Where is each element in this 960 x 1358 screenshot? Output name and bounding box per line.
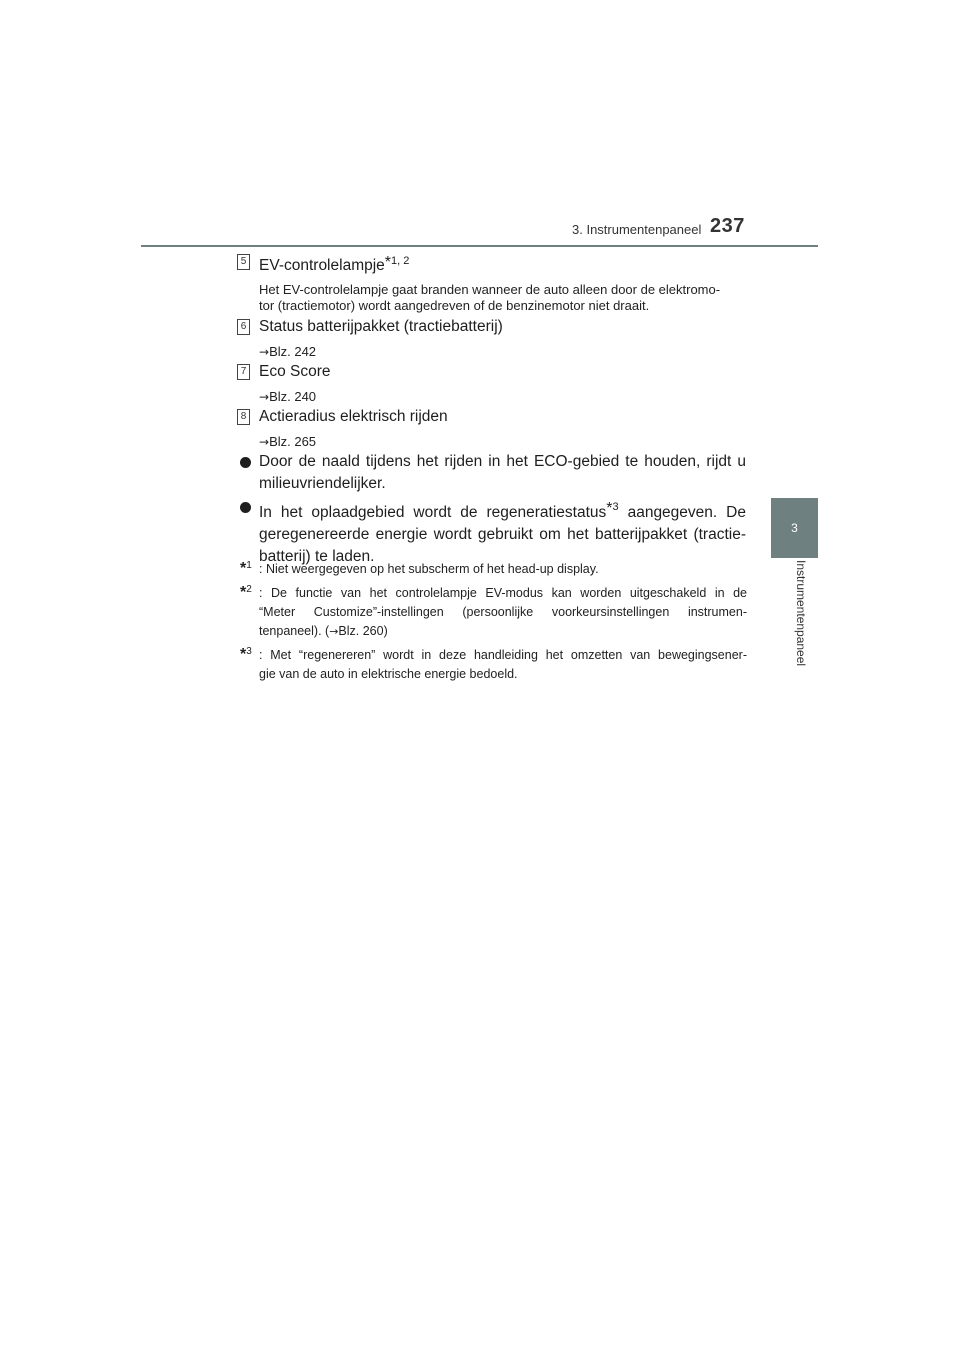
footnote-line: “Meter Customize”-instellingen (persoonlijke voorkeursinstellingen instrumen- [259,605,747,619]
footnote-text [259,584,747,641]
arrow-right-icon: → [259,390,270,404]
item-title-ev-lamp [259,254,409,275]
header-rule [141,245,818,247]
bullet-dot-icon [240,502,251,513]
page-reference [259,344,316,359]
footnote-line [259,622,747,641]
item-title-eco-score: Eco Score [259,363,331,380]
desc-line: Het EV-controlelampje gaat branden wanneer de auto alleen door de elektromo- [259,282,721,297]
bullet-text [259,451,746,495]
reference-text: Blz. 265 [269,434,317,449]
item-number-6: 6 [237,319,250,335]
page-reference [259,434,316,449]
chapter-title: 3. Instrumentenpaneel [572,222,702,237]
bullet-line: Door de naald tijdens het rijden in het ECO-gebied te houden, rijdt u [259,453,746,470]
footnote-ref: 1, 2 [391,255,410,267]
footnote-text [259,646,747,684]
bullet-line: geregenereerde energie wordt gebruikt om het batterijpakket (tractie- [259,526,746,543]
footnote-number: 2 [246,584,252,595]
footnote-line-text: tenpaneel). ( [259,624,330,638]
item-title-battery-status: Status batterijpakket (tractiebatterij) [259,318,503,335]
footnote-star-icon: * [606,500,613,517]
bullet-line-text: aangegeven. De [618,504,746,521]
footnote-line: : Met “regenereren” wordt in deze handleiding het omzetten van bewegingsener- [259,648,747,662]
footnote-line-text: ) [383,624,388,638]
page-number: 237 [710,215,745,237]
bullet-dot-icon [240,457,251,468]
footnote-mark [240,556,252,578]
item-number-5: 5 [237,254,250,270]
footnote-line: : De functie van het controlelampje EV-modus kan worden uitgeschakeld in de [259,586,747,600]
page-header [0,0,960,250]
footnote-text: : Niet weergegeven op het subscherm of het head-up display. [259,562,599,576]
footnote-star-icon: * [240,646,247,663]
chapter-tab-label: Instrumentenpaneel [794,560,808,667]
bullet-line [259,496,746,524]
page-reference [259,389,316,404]
chapter-tab: 3 [771,498,818,558]
arrow-right-icon: → [259,435,270,449]
arrow-right-icon: → [329,625,339,638]
item-number-7: 7 [237,364,250,380]
item-title-text: EV-controlelampje [259,257,385,274]
reference-text: Blz. 242 [269,344,317,359]
footnote-number: 3 [246,646,252,657]
bullet-line: milieuvriendelijker. [259,475,386,492]
arrow-right-icon: → [259,345,270,359]
bullet-text [259,496,746,568]
footnote-star-icon: * [240,560,247,577]
item-title-ev-range: Actieradius elektrisch rijden [259,408,448,425]
desc-line: tor (tractiemotor) wordt aangedreven of de benzinemotor niet draait. [259,298,650,313]
footnote-mark [240,580,252,602]
footnote-ref: 3 [612,501,619,513]
footnote-mark [240,642,252,664]
bullet-line: batterij) te laden. [259,548,375,565]
bullet-line-text: In het oplaadgebied wordt de regeneratiestatus [259,504,607,521]
item-description [259,282,745,314]
footnote-number: 1 [246,560,252,571]
footnote-star-icon: * [384,254,392,271]
reference-text: Blz. 260 [338,624,384,638]
reference-text: Blz. 240 [269,389,317,404]
item-number-8: 8 [237,409,250,425]
footnote-line: gie van de auto in elektrische energie bedoeld. [259,667,518,681]
footnote-star-icon: * [240,584,247,601]
